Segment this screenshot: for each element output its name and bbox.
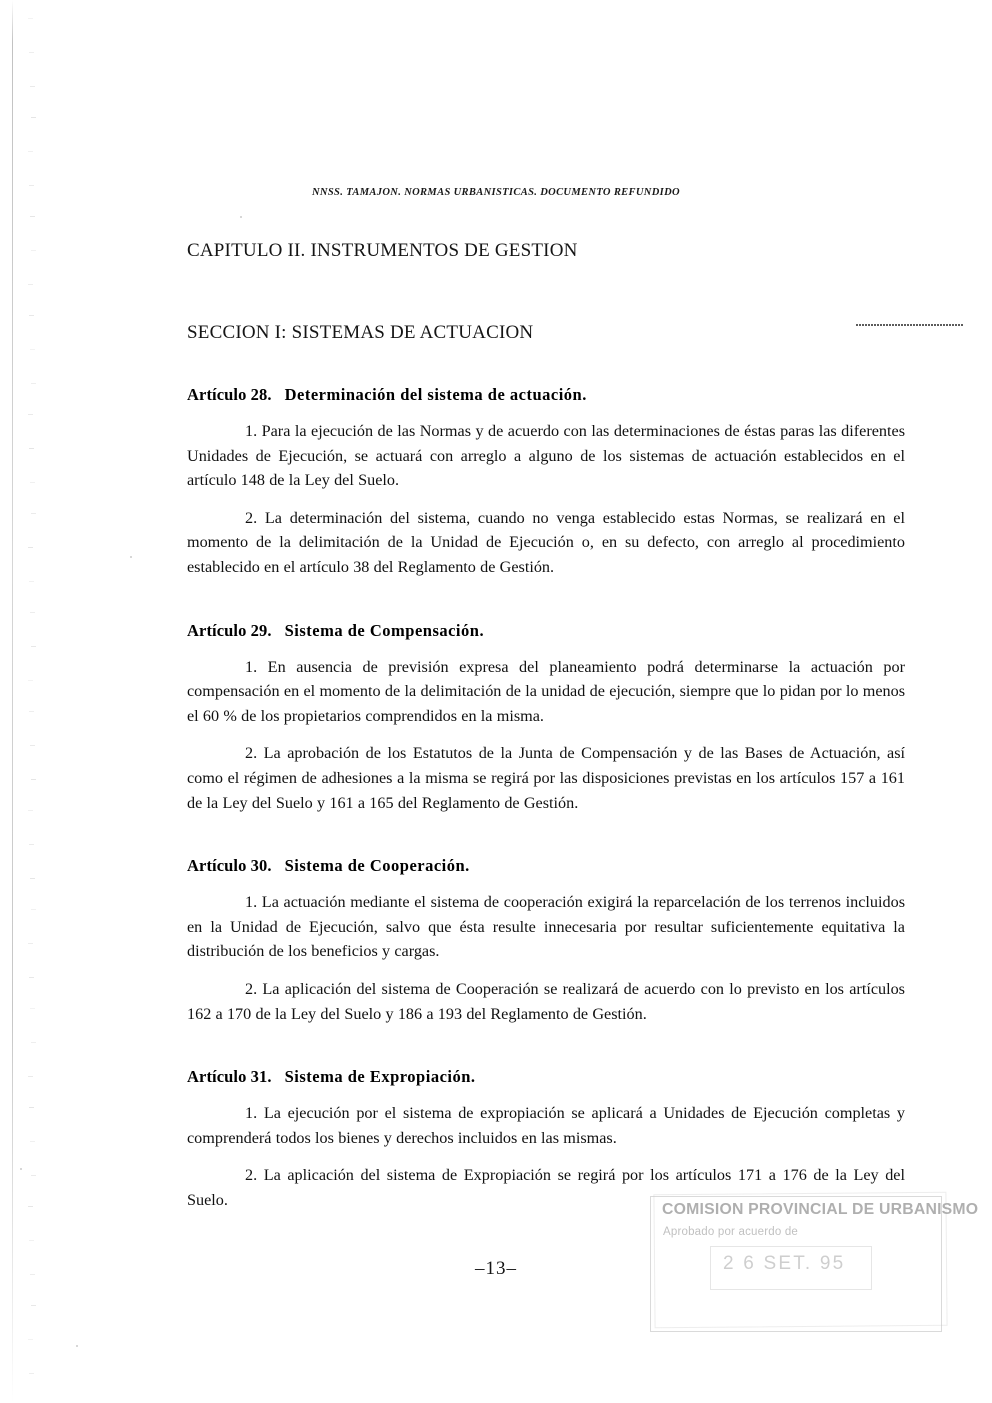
chapter-title: CAPITULO II. INSTRUMENTOS DE GESTION xyxy=(187,240,578,261)
approval-stamp xyxy=(650,1196,979,1332)
article-heading-30 xyxy=(187,856,905,876)
binding-hole-tick xyxy=(31,513,36,514)
article-paragraph: 1. La actuación mediante el sistema de cooperación exigirá la reparcelación de los terrenos incluidos en la Unidad de Ejecución, salvo que ésta resulte innecesaria por resultar suficientemente equitativa la distribución de los beneficios y cargas. xyxy=(187,893,905,961)
binding-hole-tick xyxy=(28,284,33,285)
binding-hole-tick xyxy=(30,612,35,613)
binding-hole-tick xyxy=(29,315,34,316)
binding-hole-tick xyxy=(29,1373,34,1374)
article-number: Artículo 28. xyxy=(187,385,272,404)
article-paragraph: 1. Para la ejecución de las Normas y de acuerdo con las determinaciones de éstas paras las diferentes Unidades de Ejecución, se actuará con arreglo a alguno de los sistemas de actuación establecidos en el artículo 148 de la Ley del Suelo. xyxy=(187,422,905,490)
binding-hole-tick xyxy=(28,1206,33,1207)
binding-hole-tick xyxy=(31,1042,36,1043)
binding-hole-tick xyxy=(31,250,36,251)
binding-hole-tick xyxy=(30,745,35,746)
binding-hole-tick xyxy=(28,943,33,944)
article-heading-29 xyxy=(187,621,905,641)
article-heading-31 xyxy=(187,1067,905,1087)
binding-hole-tick xyxy=(31,909,36,910)
stamp-subtitle: Aprobado por acuerdo de xyxy=(663,1226,799,1238)
binding-hole-tick xyxy=(31,117,36,118)
binding-hole-tick xyxy=(29,977,34,978)
scan-edge-artifact xyxy=(12,0,13,1403)
binding-hole-tick xyxy=(30,1008,35,1009)
document-body xyxy=(187,240,905,1212)
scan-speck xyxy=(20,1168,22,1170)
article-heading-28 xyxy=(187,385,905,405)
binding-hole-tick xyxy=(31,1175,36,1176)
stamp-date: 2 6 SET. 95 xyxy=(723,1253,846,1274)
binding-hole-tick xyxy=(31,646,36,647)
article-paragraph: 2. La aprobación de los Estatutos de la Junta de Compensación y de las Bases de Actuación, así como el régimen de adhesiones a la misma se regirá por las disposiciones previstas en los artículos 157 a 161 de la Ley del Suelo y 161 a 165 del Reglamento de Gestión. xyxy=(187,744,905,812)
binding-hole-tick xyxy=(31,1305,36,1306)
running-header: NNSS. TAMAJON. NORMAS URBANISTICAS. DOCUMENTO REFUNDIDO xyxy=(312,187,680,198)
scan-speck xyxy=(130,556,132,558)
article-paragraph: 1. En ausencia de previsión expresa del planeamiento podrá determinarse la actuación por compensación en el momento de la delimitación de la unidad de ejecución, siempre que lo pidan por lo menos el 60 % de los propietarios comprendidos en la misma. xyxy=(187,657,905,725)
binding-hole-tick xyxy=(29,1240,34,1241)
binding-hole-tick xyxy=(28,680,33,681)
article-title: Sistema de Cooperación. xyxy=(284,856,470,876)
binding-hole-tick xyxy=(28,151,33,152)
binding-hole-tick xyxy=(30,482,35,483)
binding-hole-tick xyxy=(28,1339,33,1340)
article-title: Determinación del sistema de actuación. xyxy=(284,385,587,404)
binding-hole-marks xyxy=(28,18,42,1388)
article-title: Sistema de Compensación. xyxy=(284,620,485,640)
binding-hole-tick xyxy=(30,349,35,350)
stamp-title: COMISION PROVINCIAL DE URBANISMO xyxy=(662,1201,979,1218)
scan-speck xyxy=(76,1345,78,1347)
article-number: Artículo 31. xyxy=(187,1067,272,1087)
article-number: Artículo 29. xyxy=(187,620,272,640)
binding-hole-tick xyxy=(28,1076,33,1077)
binding-hole-tick xyxy=(29,711,34,712)
binding-hole-tick xyxy=(28,547,33,548)
section-title: SECCION I: SISTEMAS DE ACTUACION xyxy=(187,322,534,343)
binding-hole-tick xyxy=(30,878,35,879)
binding-hole-tick xyxy=(31,383,36,384)
article-number: Artículo 30. xyxy=(187,856,272,876)
article-paragraph: 2. La aplicación del sistema de Cooperación se realizará de acuerdo con lo previsto en los artículos 162 a 170 de la Ley del Suelo y 186 a 193 del Reglamento de Gestión. xyxy=(187,979,905,1023)
article-title: Sistema de Expropiación. xyxy=(284,1067,476,1087)
binding-hole-tick xyxy=(28,810,33,811)
binding-hole-tick xyxy=(29,581,34,582)
article-paragraph: 2. La aplicación del sistema de Expropiación se regirá por los artículos 171 a 176 de la Ley del Suelo. xyxy=(187,1166,905,1209)
binding-hole-tick xyxy=(28,18,33,19)
binding-hole-tick xyxy=(30,86,35,87)
binding-hole-tick xyxy=(30,1141,35,1142)
scan-speck xyxy=(240,216,242,218)
binding-hole-tick xyxy=(28,414,33,415)
binding-hole-tick xyxy=(30,216,35,217)
binding-hole-tick xyxy=(29,1107,34,1108)
binding-hole-tick xyxy=(31,779,36,780)
binding-hole-tick xyxy=(29,844,34,845)
binding-hole-tick xyxy=(29,448,34,449)
binding-hole-tick xyxy=(29,185,34,186)
binding-hole-tick xyxy=(29,52,34,53)
article-paragraph: 2. La determinación del sistema, cuando no venga establecido estas Normas, se realizará en el momento de la delimitación de la Unidad de Ejecución o, en su defecto, con arreglo al procedimiento establecido en el artículo 38 del Reglamento de Gestión. xyxy=(187,508,905,576)
article-paragraph: 1. La ejecución por el sistema de expropiación se aplicará a Unidades de Ejecución completas y comprenderá todos los bienes y derechos incluidos en las mismas. xyxy=(187,1104,905,1147)
page-number: –13– xyxy=(475,1258,517,1279)
